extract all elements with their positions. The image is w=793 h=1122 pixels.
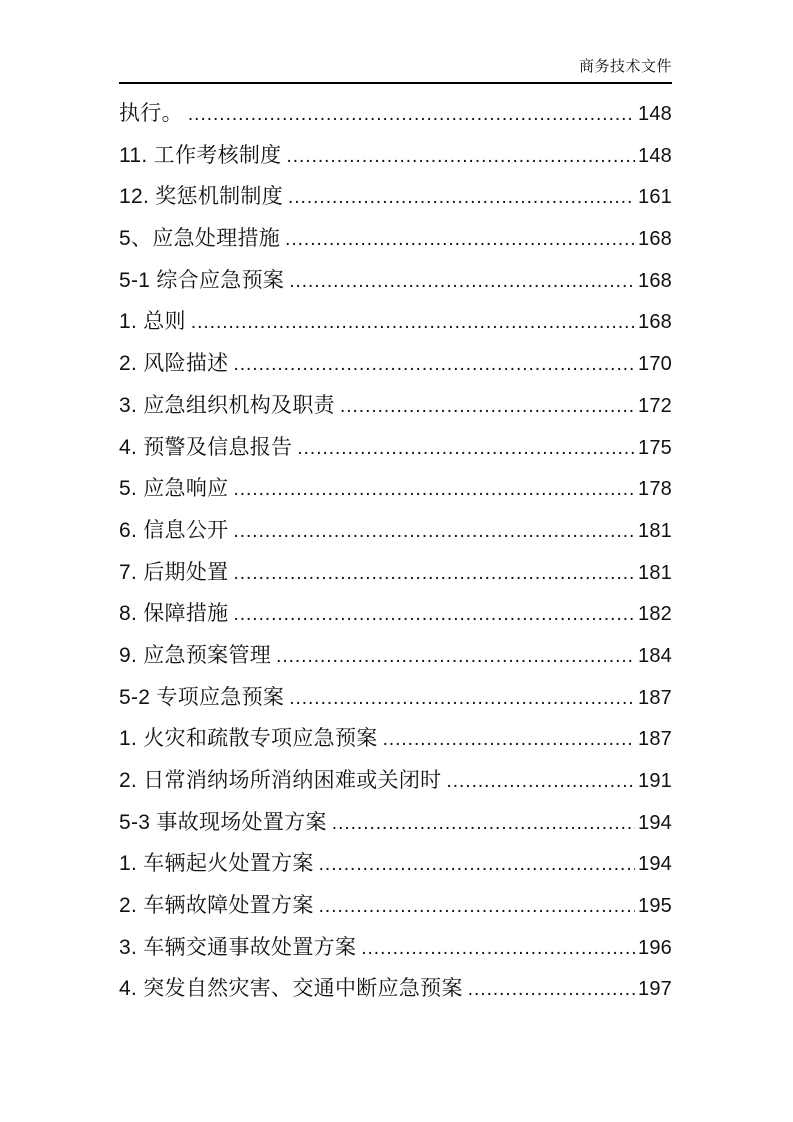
toc-entry-title: 7. 后期处置 — [119, 560, 229, 584]
toc-entry[interactable] — [119, 885, 672, 927]
toc-leader-dots — [233, 344, 635, 386]
toc-entry-title: 5-1 综合应急预案 — [119, 268, 285, 292]
toc-entry[interactable] — [119, 301, 672, 343]
toc-entry[interactable] — [119, 260, 672, 302]
toc-entry-title: 1. 火灾和疏散专项应急预案 — [119, 727, 378, 751]
toc-entry[interactable] — [119, 552, 672, 594]
toc-entry-page: 195 — [638, 895, 672, 918]
toc-entry-page: 168 — [638, 228, 672, 251]
toc-entry-title: 12. 奖惩机制制度 — [119, 185, 284, 209]
toc-leader-dots — [319, 844, 635, 886]
toc-entry-page: 168 — [638, 269, 672, 292]
toc-entry-page: 191 — [638, 770, 672, 792]
toc-entry-title: 4. 预警及信息报告 — [119, 435, 293, 459]
toc-entry-page: 181 — [638, 561, 672, 584]
toc-entry[interactable] — [119, 802, 672, 844]
toc-entry[interactable] — [119, 635, 672, 677]
toc-entry[interactable] — [119, 677, 672, 719]
toc-entry[interactable] — [119, 468, 672, 510]
toc-entry-title: 2. 日常消纳场所消纳困难或关闭时 — [119, 769, 442, 792]
toc-entry-title: 执行。 — [119, 102, 183, 125]
toc-entry-title: 2. 风险描述 — [119, 352, 229, 376]
toc-entry-title: 1. 车辆起火处置方案 — [119, 852, 314, 876]
toc-leader-dots — [340, 386, 635, 428]
toc-entry[interactable] — [119, 218, 672, 260]
toc-leader-dots — [383, 719, 635, 761]
toc-leader-dots — [188, 94, 635, 136]
toc-entry-page: 178 — [638, 478, 672, 501]
toc-entry-page: 197 — [638, 978, 672, 1001]
toc-entry[interactable] — [119, 927, 672, 969]
toc-leader-dots — [233, 469, 635, 511]
toc-entry-title: 3. 车辆交通事故处置方案 — [119, 935, 357, 959]
toc-entry-page: 148 — [638, 103, 672, 125]
toc-entry-page: 184 — [638, 644, 672, 667]
toc-entry[interactable] — [119, 176, 672, 218]
toc-entry-title: 3. 应急组织机构及职责 — [119, 393, 335, 417]
toc-leader-dots — [233, 594, 635, 636]
toc-leader-dots — [332, 803, 635, 845]
toc-list — [119, 93, 672, 1010]
toc-leader-dots — [276, 636, 635, 678]
toc-entry-page: 161 — [638, 186, 672, 209]
document-header-title: 商务技术文件 — [578, 58, 672, 75]
toc-entry-title: 9. 应急预案管理 — [119, 643, 272, 667]
toc-leader-dots — [361, 928, 635, 970]
toc-entry-page: 172 — [638, 394, 672, 417]
toc-entry[interactable] — [119, 843, 672, 885]
toc-entry-page: 148 — [638, 144, 672, 167]
toc-entry-page: 196 — [638, 936, 672, 959]
toc-entry-title: 8. 保障措施 — [119, 602, 229, 626]
document-header — [119, 0, 672, 84]
toc-entry-title: 5-3 事故现场处置方案 — [119, 810, 327, 834]
toc-entry-page: 187 — [638, 686, 672, 709]
toc-entry[interactable] — [119, 760, 672, 802]
toc-entry-title: 2. 车辆故障处置方案 — [119, 894, 314, 918]
toc-entry-page: 181 — [638, 519, 672, 542]
toc-entry-title: 4. 突发自然灾害、交通中断应急预案 — [119, 977, 463, 1001]
header-rule — [119, 82, 672, 84]
toc-entry-page: 182 — [638, 603, 672, 626]
toc-leader-dots — [288, 177, 635, 219]
toc-entry[interactable] — [119, 343, 672, 385]
toc-leader-dots — [233, 511, 635, 553]
toc-entry-page: 175 — [638, 436, 672, 459]
toc-leader-dots — [289, 261, 635, 303]
toc-leader-dots — [468, 969, 635, 1011]
toc-leader-dots — [286, 136, 635, 178]
toc-leader-dots — [191, 302, 635, 344]
toc-entry-title: 5-2 专项应急预案 — [119, 685, 285, 709]
toc-entry-page: 194 — [638, 811, 672, 834]
toc-entry-page: 187 — [638, 728, 672, 751]
toc-leader-dots — [297, 428, 635, 470]
toc-entry-title: 1. 总则 — [119, 310, 186, 334]
toc-entry[interactable] — [119, 93, 672, 135]
toc-entry[interactable] — [119, 593, 672, 635]
toc-entry[interactable] — [119, 510, 672, 552]
toc-leader-dots — [233, 553, 635, 595]
toc-entry-page: 194 — [638, 853, 672, 876]
toc-entry[interactable] — [119, 718, 672, 760]
toc-leader-dots — [446, 761, 635, 803]
toc-entry-title: 5. 应急响应 — [119, 477, 229, 501]
toc-entry[interactable] — [119, 968, 672, 1010]
toc-entry[interactable] — [119, 385, 672, 427]
toc-entry[interactable] — [119, 135, 672, 177]
toc-entry-page: 168 — [638, 311, 672, 334]
toc-leader-dots — [289, 678, 635, 720]
toc-entry-title: 5、应急处理措施 — [119, 227, 281, 251]
toc-leader-dots — [319, 886, 635, 928]
toc-leader-dots — [285, 219, 635, 261]
toc-entry-page: 170 — [638, 353, 672, 376]
toc-entry[interactable] — [119, 427, 672, 469]
toc-entry-title: 6. 信息公开 — [119, 518, 229, 542]
toc-entry-title: 11. 工作考核制度 — [119, 143, 282, 167]
